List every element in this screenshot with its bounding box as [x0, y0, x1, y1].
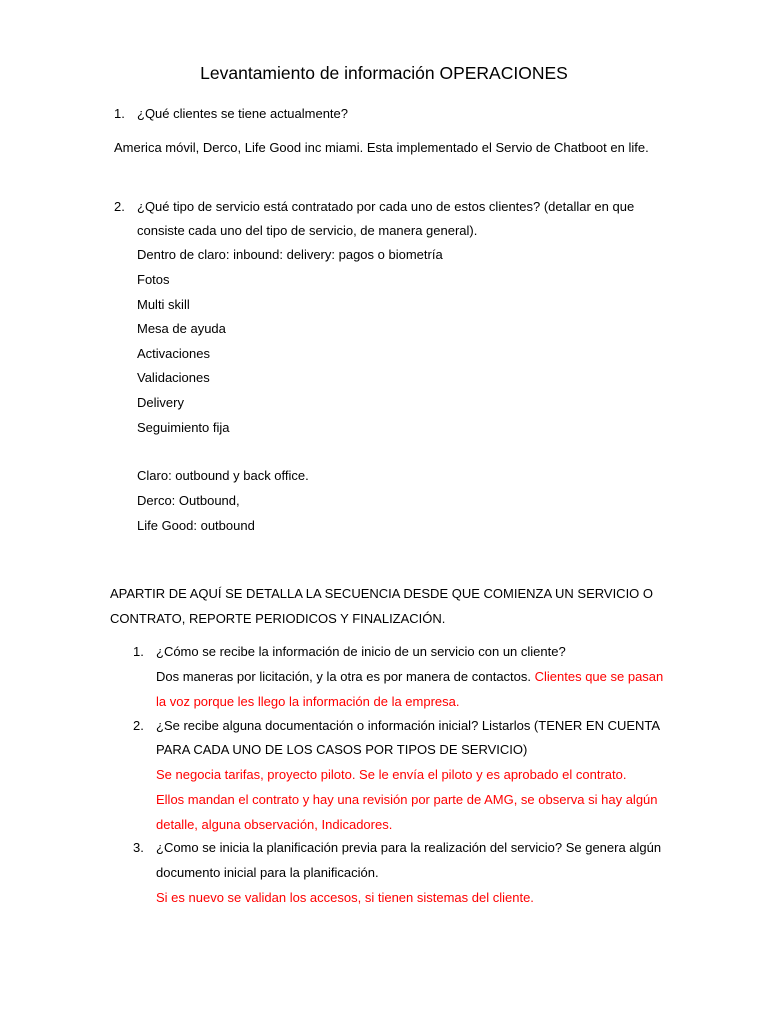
seq2-number: 2. [133, 718, 144, 733]
q2-question-line1: ¿Qué tipo de servicio está contratado por cada uno de estos clientes? (detallar en que [137, 199, 635, 214]
seq1-answer-line1 [156, 669, 663, 685]
q2-question-line2: consiste cada uno del tipo de servicio, de manera general). [137, 223, 478, 238]
seq1-answer-black: Dos maneras por licitación, y la otra es por manera de contactos. [156, 669, 535, 684]
service-line: Dentro de claro: inbound: delivery: pagos o biometría [137, 247, 443, 262]
service-line: Activaciones [137, 346, 210, 361]
seq3-question-line2: documento inicial para la planificación. [156, 865, 379, 880]
service-line: Validaciones [137, 370, 210, 385]
service-line: Seguimiento fija [137, 420, 230, 435]
section-heading-line1: APARTIR DE AQUÍ SE DETALLA LA SECUENCIA DESDE QUE COMIENZA UN SERVICIO O [110, 586, 654, 601]
q1-number: 1. [114, 106, 125, 121]
seq1-question: ¿Cómo se recibe la información de inicio de un servicio con un cliente? [156, 644, 566, 659]
seq2-answer-line: detalle, alguna observación, Indicadores. [156, 817, 393, 832]
section-heading-line2: CONTRATO, REPORTE PERIODICOS Y FINALIZACIÓN. [110, 611, 446, 626]
q1-answer: America móvil, Derco, Life Good inc miami. Esta implementado el Servio de Chatboot en life. [114, 140, 649, 155]
document-title: Levantamiento de información OPERACIONES [200, 63, 568, 83]
seq2-question-line2: PARA CADA UNO DE LOS CASOS POR TIPOS DE SERVICIO) [156, 742, 528, 757]
service-line: Mesa de ayuda [137, 321, 226, 336]
seq1-number: 1. [133, 644, 144, 659]
service-line: Fotos [137, 272, 170, 287]
seq2-answer-line: Ellos mandan el contrato y hay una revisión por parte de AMG, se observa si hay algún [156, 792, 658, 807]
service-line: Multi skill [137, 297, 190, 312]
seq2-question-line1: ¿Se recibe alguna documentación o información inicial? Listarlos (TENER EN CUENTA [156, 718, 661, 733]
client-line: Life Good: outbound [137, 518, 255, 533]
seq1-answer-red: Clientes que se pasan [534, 669, 664, 684]
seq3-question-line1: ¿Como se inicia la planificación previa para la realización del servicio? Se genera algún [156, 840, 662, 855]
seq3-answer: Si es nuevo se validan los accesos, si tienen sistemas del cliente. [156, 890, 534, 905]
client-line: Derco: Outbound, [137, 493, 240, 508]
seq2-answer-line: Se negocia tarifas, proyecto piloto. Se le envía el piloto y es aprobado el contrato. [156, 767, 627, 782]
service-line: Delivery [137, 395, 184, 410]
client-line: Claro: outbound y back office. [137, 468, 309, 483]
q2-number: 2. [114, 199, 125, 214]
seq1-answer-line2: la voz porque les llego la información de la empresa. [156, 694, 460, 709]
seq3-number: 3. [133, 840, 144, 855]
q1-question: ¿Qué clientes se tiene actualmente? [137, 106, 349, 121]
